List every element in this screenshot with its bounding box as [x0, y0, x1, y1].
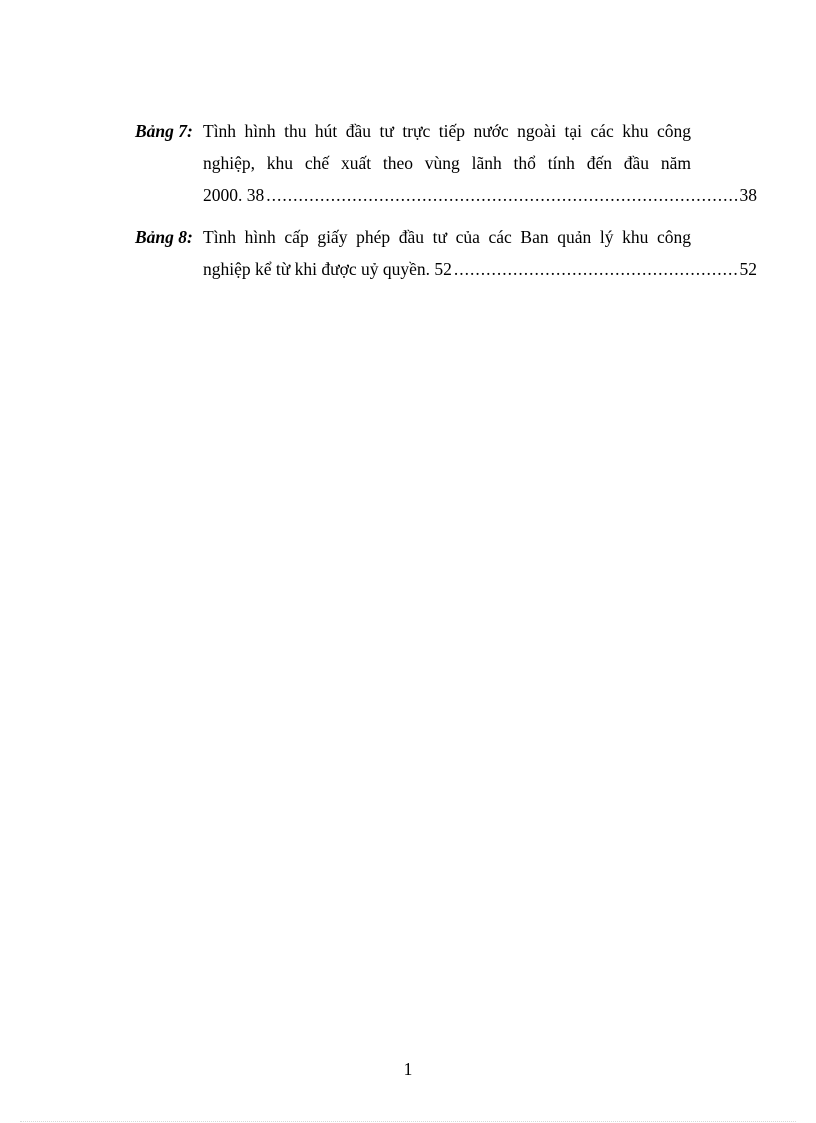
toc-entry-title-line: 2000. 38 [203, 185, 265, 205]
dot-leader [266, 185, 737, 206]
toc-entry-title-line: Tình hình thu hút đầu tư trực tiếp nước ngoài tại các khu công [203, 121, 691, 141]
dot-leader [454, 259, 738, 280]
page-bottom-border [20, 1121, 796, 1122]
toc-entry-title-line: Tình hình cấp giấy phép đầu tư của các Ban quản lý khu công [203, 227, 691, 247]
toc-entry-label: Bảng 8: [135, 227, 193, 247]
toc-page-number: 52 [739, 259, 757, 279]
page-footer-number: 1 [403, 1059, 413, 1079]
toc-entry-label: Bảng 7: [135, 121, 193, 141]
toc-page-number: 38 [739, 185, 757, 205]
toc-entry-title-line: nghiệp kể từ khi được uỷ quyền. 52 [203, 259, 452, 279]
toc-entry-title-line: nghiệp, khu chế xuất theo vùng lãnh thổ tính đến đầu năm [203, 153, 691, 173]
